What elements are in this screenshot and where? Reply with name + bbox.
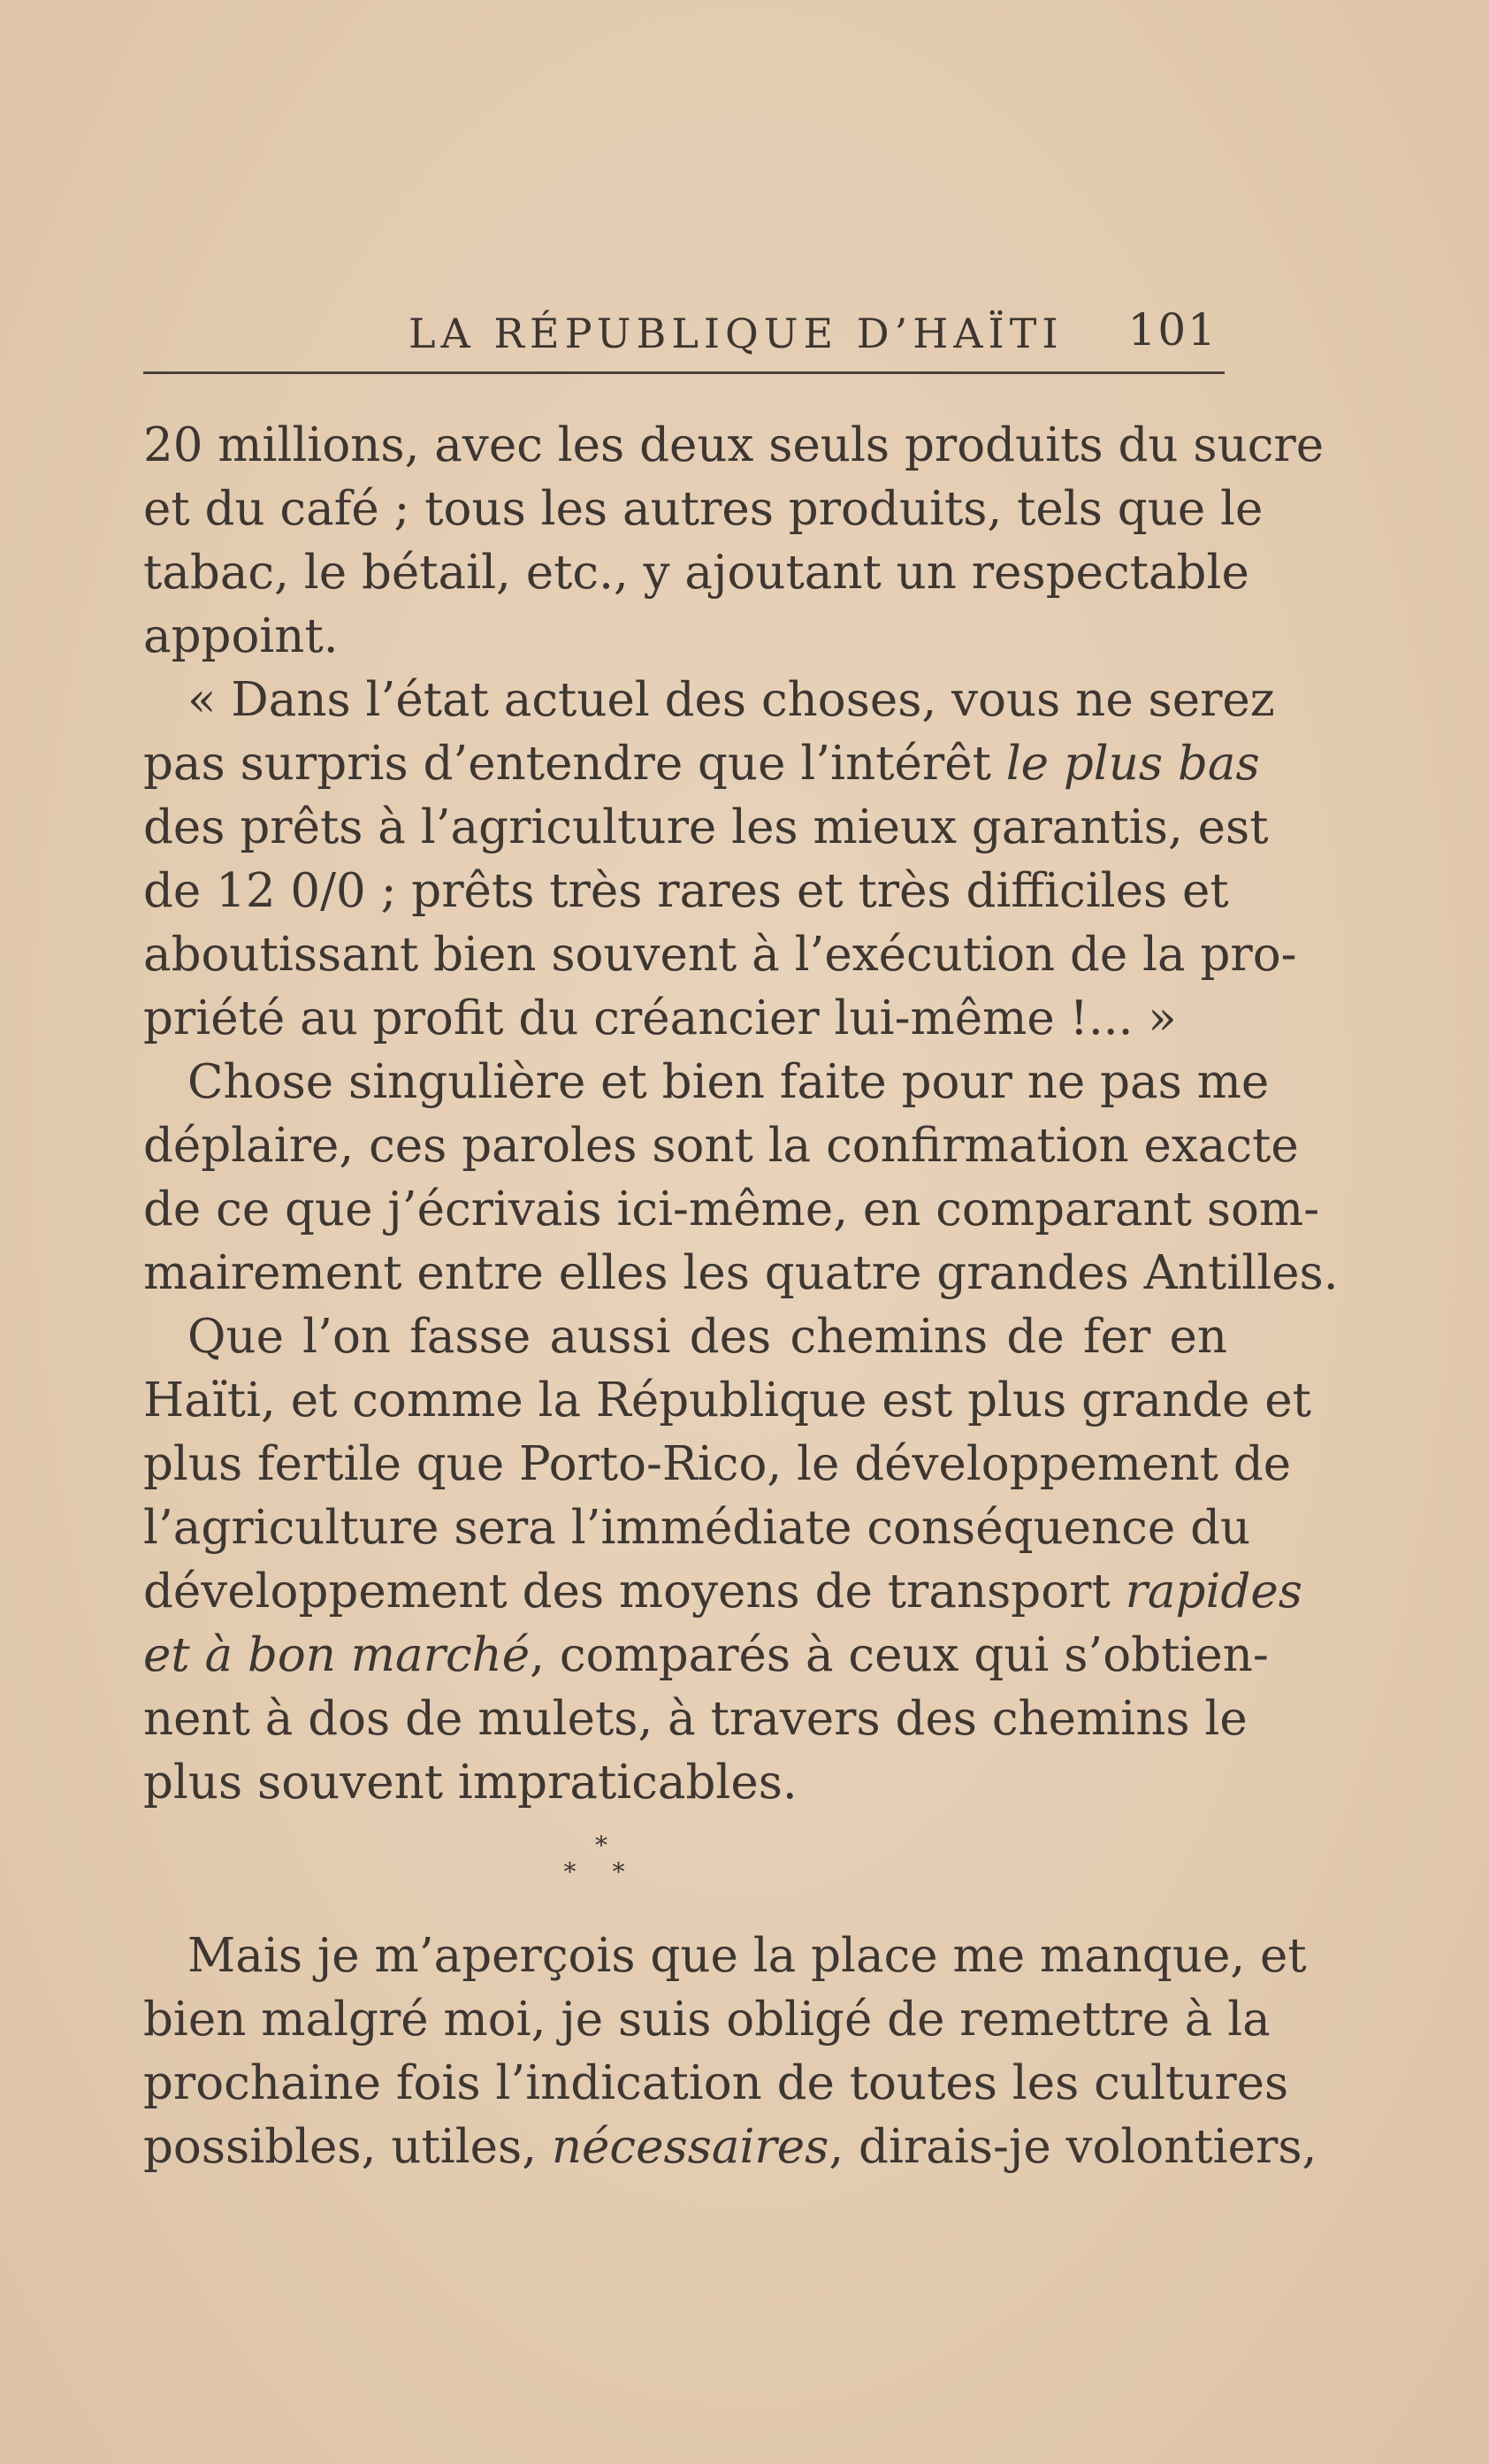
text-line: développement des moyens de transport rapides xyxy=(143,1565,1302,1618)
text-line: « Dans l’état actuel des choses, vous ne serez xyxy=(187,673,1275,727)
asterism-top: * xyxy=(595,1831,607,1860)
text-line: prochaine fois l’indication de toutes les cultures xyxy=(143,2056,1289,2110)
text-line: mairement entre elles les quatre grandes Antilles. xyxy=(143,1246,1339,1300)
text-line: appoint. xyxy=(143,609,339,663)
asterism-separator xyxy=(548,1833,654,1903)
text-line: nent à dos de mulets, à travers des chemins le xyxy=(143,1692,1248,1746)
text-line: plus souvent impraticables. xyxy=(143,1756,798,1810)
text-line: plus fertile que Porto-Rico, le développement de xyxy=(143,1437,1292,1491)
text-line: pas surpris d’entendre que l’intérêt le plus bas xyxy=(143,737,1260,791)
text-line: l’agriculture sera l’immédiate conséquence du xyxy=(143,1501,1251,1555)
text-line: et du café ; tous les autres produits, tels que le xyxy=(143,482,1264,536)
text-line: Haïti, et comme la République est plus grande et xyxy=(143,1374,1311,1427)
text-line: 20 millions, avec les deux seuls produits du sucre xyxy=(143,418,1325,472)
text-line: et à bon marché, comparés à ceux qui s’obtien- xyxy=(143,1628,1269,1682)
text-line: tabac, le bétail, etc., y ajoutant un respectable xyxy=(143,546,1249,600)
text-line: aboutissant bien souvent à l’exécution de la pro- xyxy=(143,928,1297,982)
running-head xyxy=(143,297,1225,374)
text-line: Chose singulière et bien faite pour ne pas me xyxy=(187,1055,1270,1109)
text-line: bien malgré moi, je suis obligé de remettre à la xyxy=(143,1993,1271,2047)
text-line: déplaire, ces paroles sont la confirmation exacte xyxy=(143,1119,1299,1173)
text-line: Que l’on fasse aussi des chemins de fer en xyxy=(187,1310,1227,1364)
text-line: possibles, utiles, nécessaires, dirais-je volontiers, xyxy=(143,2120,1317,2174)
text-line: Mais je m’aperçois que la place me manque, et xyxy=(187,1929,1307,1983)
text-line: des prêts à l’agriculture les mieux garantis, est xyxy=(143,800,1269,854)
text-line: priété au profit du créancier lui-même !... » xyxy=(143,991,1177,1045)
asterism-bottom: * * xyxy=(563,1857,639,1886)
text-line: de ce que j’écrivais ici-même, en comparant som- xyxy=(143,1182,1320,1236)
page-number: 101 xyxy=(1127,304,1218,356)
body-text-continued xyxy=(143,1925,1317,2179)
running-title: LA RÉPUBLIQUE D’HAÏTI xyxy=(409,310,1064,357)
text-line: de 12 0/0 ; prêts très rares et très difficiles et xyxy=(143,864,1229,918)
body-text xyxy=(143,414,1339,1815)
